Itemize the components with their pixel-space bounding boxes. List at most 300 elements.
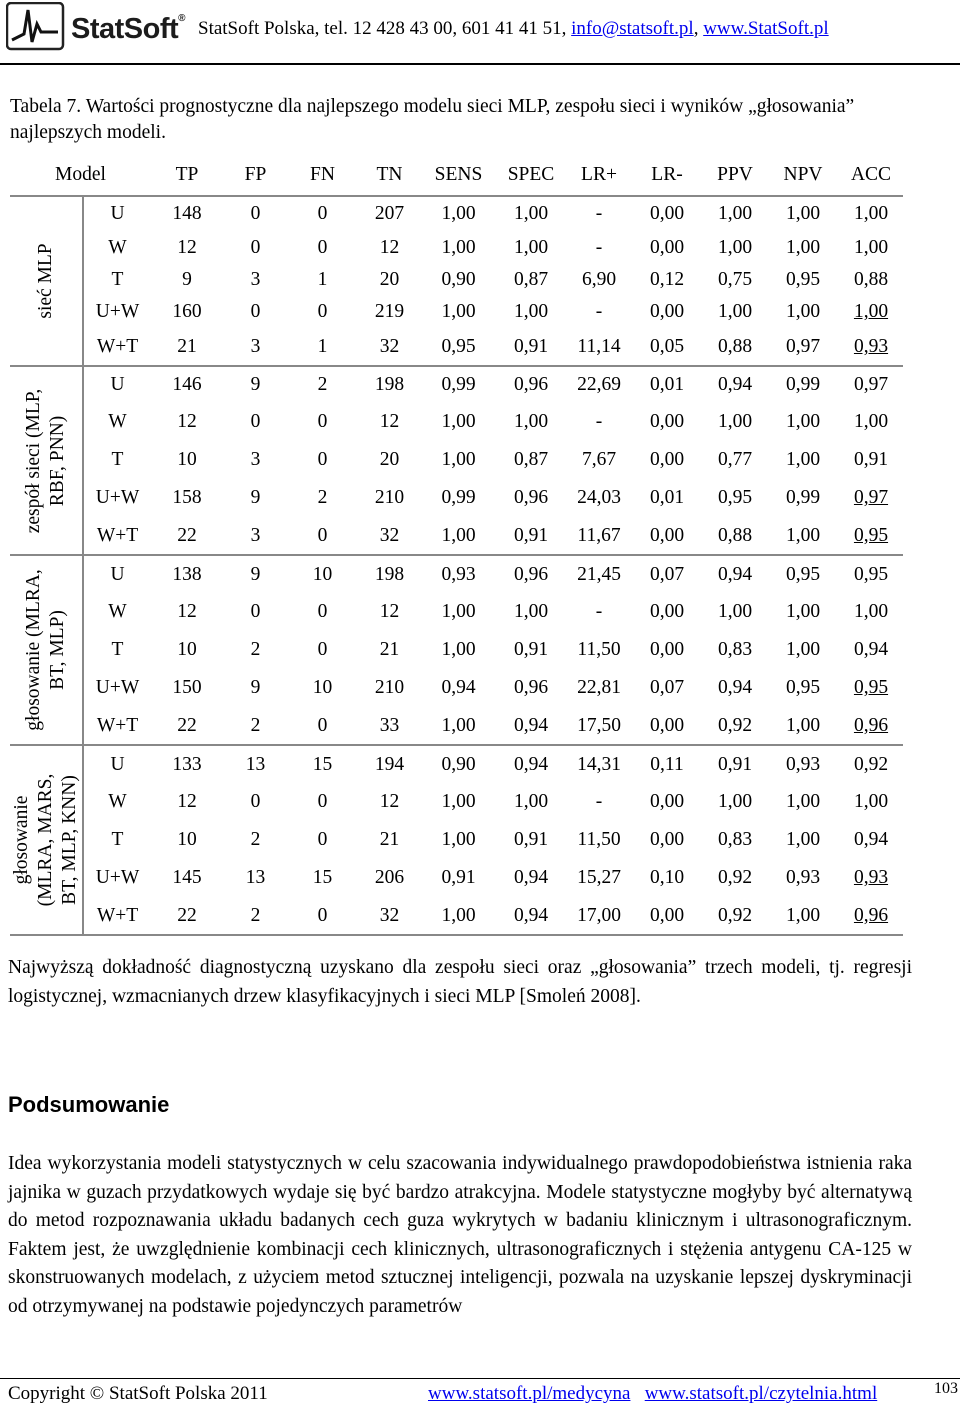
column-header: PPV xyxy=(703,155,767,196)
table-cell: 1 xyxy=(317,268,328,290)
table-cell: 1,00 xyxy=(767,897,839,935)
table-cell: 0,95 xyxy=(839,517,903,555)
table-cell: 1,00 xyxy=(785,601,821,622)
table-row xyxy=(10,295,903,329)
table-cell: 0,94 xyxy=(513,753,549,775)
table-row xyxy=(10,517,903,555)
group-label xyxy=(22,569,70,730)
header-divider xyxy=(0,63,960,65)
table-cell: 15 xyxy=(312,867,333,888)
table-cell: 1,00 xyxy=(785,829,821,850)
table-cell: 0 xyxy=(317,236,328,258)
table-cell: 0,00 xyxy=(649,601,685,622)
table-cell: 198 xyxy=(374,563,405,585)
table-cell: 1,00 xyxy=(717,236,753,258)
table-cell: 0,00 xyxy=(649,829,685,850)
table-row xyxy=(10,366,903,402)
table-cell: 12 xyxy=(177,791,197,812)
column-header: LR+ xyxy=(567,155,631,196)
table-cell: 1,00 xyxy=(513,236,549,258)
table-cell: 160 xyxy=(172,301,202,322)
table-cell: 0,91 xyxy=(853,449,889,470)
table-cell: 1,00 xyxy=(441,601,476,622)
table-cell: 0,95 xyxy=(853,563,889,585)
statsoft-logo xyxy=(6,2,186,54)
page-header xyxy=(0,0,960,66)
table-cell: 1,00 xyxy=(785,301,821,322)
table-cell: 0,00 xyxy=(631,707,703,745)
table-cell: 1,00 xyxy=(441,829,476,850)
table-cell: 2 xyxy=(223,897,288,935)
table-cell: 0 xyxy=(250,203,261,224)
row-model-cell: W xyxy=(108,791,127,812)
table-cell: 9 xyxy=(250,487,261,508)
table-cell: 0,99 xyxy=(785,373,821,395)
table-cell: 0,00 xyxy=(649,791,685,812)
footer-link-czytelnia[interactable]: www.statsoft.pl/czytelnia.html xyxy=(644,1383,878,1404)
table-cell: 11,67 xyxy=(567,517,631,555)
table-cell: 12 xyxy=(379,791,400,812)
table-cell: 210 xyxy=(374,677,405,698)
table-cell: 10 xyxy=(312,677,333,698)
table-cell: 1 xyxy=(288,329,357,366)
table-cell: 1,00 xyxy=(785,449,821,470)
row-model-cell: W xyxy=(108,236,127,258)
header-email-link[interactable]: info@statsoft.pl xyxy=(571,18,694,39)
table-cell: 0,91 xyxy=(441,867,476,888)
table-cell: 0,91 xyxy=(513,829,549,850)
table-cell: 1,00 xyxy=(422,707,495,745)
table-cell: 1,00 xyxy=(785,203,821,224)
table-cell: 0,97 xyxy=(767,329,839,366)
column-header: Model xyxy=(10,155,151,196)
table-cell: 21 xyxy=(151,329,223,366)
group-label-line: głosowanie (MLRA, xyxy=(23,569,44,731)
table-cell: 0,96 xyxy=(513,677,549,698)
column-header: FP xyxy=(223,155,288,196)
table-cell: 0,00 xyxy=(649,639,685,660)
table-cell: - xyxy=(595,791,603,812)
table-cell: 1,00 xyxy=(441,639,476,660)
table-cell: 0,95 xyxy=(785,563,821,585)
row-model-cell: U+W xyxy=(95,677,140,698)
table-cell: 9 xyxy=(182,268,192,290)
group-label-cell xyxy=(10,196,83,366)
table-cell: 0 xyxy=(250,410,261,432)
group-label-cell xyxy=(10,745,83,935)
table-cell: 0,75 xyxy=(717,268,753,290)
table-cell: 0,88 xyxy=(703,329,767,366)
table-cell: 0,00 xyxy=(649,203,685,224)
table-cell: 138 xyxy=(172,563,202,585)
table-cell: 0,94 xyxy=(495,897,567,935)
table-cell: 148 xyxy=(172,203,202,224)
table-cell: 1,00 xyxy=(717,301,753,322)
table-cell: 0,95 xyxy=(717,487,753,508)
table-cell: 0 xyxy=(288,707,357,745)
table-cell: 15 xyxy=(312,753,333,775)
table-cell: 0,93 xyxy=(785,753,821,775)
column-header: LR- xyxy=(631,155,703,196)
table-cell: 1,00 xyxy=(853,301,889,322)
table-cell: 1,00 xyxy=(441,236,476,258)
table-row xyxy=(10,821,903,859)
table-cell: 158 xyxy=(172,487,202,508)
table-cell: 0,99 xyxy=(441,487,476,508)
table-cell: 145 xyxy=(172,867,202,888)
table-cell: 1,00 xyxy=(785,410,821,432)
group-label-cell xyxy=(10,555,83,745)
table-cell: 1,00 xyxy=(441,203,476,224)
table-cell: 0,07 xyxy=(649,563,685,585)
table-cell: 22 xyxy=(151,707,223,745)
row-model-cell: U xyxy=(110,203,125,224)
table-cell: 0,00 xyxy=(649,449,685,470)
paragraph-accuracy: Najwyższą dokładność diagnostyczną uzyskano dla zespołu sieci oraz „głosowania” trzech modeli, tj. regresji logistycznej, wzmacnianych drzew klasyfikacyjnych i sieci MLP [Smoleń 2008]. xyxy=(8,957,912,1007)
table-cell: 9 xyxy=(250,677,261,698)
table-cell: 1,00 xyxy=(717,601,753,622)
table-cell: 13 xyxy=(245,753,266,775)
column-header: ACC xyxy=(839,155,903,196)
table-cell: 3 xyxy=(223,517,288,555)
table-cell: 0,94 xyxy=(441,677,476,698)
table-cell: 0,87 xyxy=(513,268,549,290)
table-cell: 0,90 xyxy=(441,753,476,775)
table-cell: 0,94 xyxy=(853,829,889,850)
table-cell: 0 xyxy=(317,203,328,224)
footer-divider xyxy=(0,1378,960,1379)
table-row xyxy=(10,231,903,264)
table-cell: 0,01 xyxy=(649,373,685,395)
table-header-row xyxy=(10,155,903,196)
table-cell: 1,00 xyxy=(853,601,889,622)
table-cell: 3 xyxy=(250,449,261,470)
table-cell: 0,05 xyxy=(631,329,703,366)
table-cell: 0,96 xyxy=(513,487,549,508)
table-cell: 1,00 xyxy=(513,301,549,322)
table-caption: Tabela 7. Wartości prognostyczne dla najlepszego modelu sieci MLP, zespołu sieci i wyników „głosowania” najlepszych modeli. xyxy=(10,96,855,143)
table-cell: 206 xyxy=(374,867,405,888)
table-row xyxy=(10,329,903,366)
table-row xyxy=(10,264,903,295)
row-model-cell: W xyxy=(108,410,127,432)
table-row xyxy=(10,897,903,935)
table-cell: 0,11 xyxy=(650,753,684,775)
table-row xyxy=(10,707,903,745)
table-cell: 0,07 xyxy=(649,677,685,698)
table-cell: 210 xyxy=(374,487,405,508)
table-cell: 12 xyxy=(177,601,197,622)
table-cell: 0 xyxy=(250,601,261,622)
row-model-cell: U+W xyxy=(95,487,140,508)
table-row xyxy=(10,196,903,231)
table-cell: 207 xyxy=(374,203,405,224)
table-cell: 0 xyxy=(317,829,328,850)
header-separator: , xyxy=(693,18,704,39)
table-cell: 0,90 xyxy=(441,268,476,290)
group-label xyxy=(22,388,70,533)
table-cell: 0,99 xyxy=(785,487,821,508)
column-header: SENS xyxy=(422,155,495,196)
table-cell: 219 xyxy=(374,301,405,322)
row-model-cell: U xyxy=(110,753,125,775)
table-cell: 1,00 xyxy=(853,236,889,258)
table-cell: 12 xyxy=(177,236,197,258)
table-cell: 22 xyxy=(151,517,223,555)
table-cell: 10 xyxy=(177,639,197,660)
table-cell: 2 xyxy=(250,829,261,850)
table-cell: 0,94 xyxy=(853,639,889,660)
table-cell: 0,97 xyxy=(853,487,889,508)
table-cell: 0,96 xyxy=(839,897,903,935)
table-cell: 0,93 xyxy=(853,867,889,888)
group-label-line: sieć MLP xyxy=(35,243,56,319)
row-model-cell: U xyxy=(110,373,125,395)
table-cell: 15,27 xyxy=(577,867,621,888)
table-cell: 10 xyxy=(177,449,197,470)
table-cell: 0,95 xyxy=(853,677,889,698)
table-cell: 0 xyxy=(250,236,261,258)
table-cell: 0,91 xyxy=(717,753,753,775)
table-cell: 9 xyxy=(250,563,261,585)
table-cell: 11,50 xyxy=(577,829,621,850)
group-label-line: (MLRA, MARS, xyxy=(35,773,56,907)
table-cell: 1,00 xyxy=(513,410,549,432)
table-cell: 32 xyxy=(357,329,422,366)
table-cell: 0,96 xyxy=(513,563,549,585)
table-cell: 0,93 xyxy=(839,329,903,366)
table-cell: 1,00 xyxy=(785,236,821,258)
table-cell: 0,01 xyxy=(649,487,685,508)
table-cell: 0,88 xyxy=(703,517,767,555)
table-cell: 1,00 xyxy=(441,449,476,470)
table-cell: 0,92 xyxy=(717,867,753,888)
table-cell: 0,83 xyxy=(717,829,753,850)
table-cell: 21 xyxy=(379,829,400,850)
table-cell: 0 xyxy=(317,449,328,470)
row-model-cell: W+T xyxy=(83,707,151,745)
table-row xyxy=(10,783,903,821)
table-row xyxy=(10,669,903,707)
table-cell: 0 xyxy=(317,791,328,812)
table-cell: 146 xyxy=(172,373,202,395)
table-cell: 12 xyxy=(177,410,197,432)
table-cell: 0,94 xyxy=(717,373,753,395)
table-cell: 22,69 xyxy=(577,373,621,395)
table-cell: 6,90 xyxy=(581,268,617,290)
table-cell: 1,00 xyxy=(513,203,549,224)
table-cell: - xyxy=(595,203,603,224)
table-row xyxy=(10,593,903,631)
table-cell: 0,94 xyxy=(717,563,753,585)
table-cell: 198 xyxy=(374,373,405,395)
table-cell: 0 xyxy=(250,301,261,322)
group-label xyxy=(10,774,82,907)
table-cell: 0,00 xyxy=(649,301,685,322)
table-cell: 1,00 xyxy=(422,517,495,555)
table-cell: 0,77 xyxy=(717,449,753,470)
row-model-cell: T xyxy=(111,449,124,470)
table-cell: 1,00 xyxy=(853,203,889,224)
table-cell: 13 xyxy=(245,867,266,888)
table-cell: 1,00 xyxy=(785,791,821,812)
group-label-line: RBF, PNN) xyxy=(47,415,68,506)
column-header: TP xyxy=(151,155,223,196)
group-label-line: BT, MLP) xyxy=(47,610,68,690)
table-cell: 0 xyxy=(288,897,357,935)
table-cell: 0,00 xyxy=(631,517,703,555)
table-cell: 0,99 xyxy=(441,373,476,395)
table-cell: 0 xyxy=(250,791,261,812)
table-cell: 33 xyxy=(357,707,422,745)
table-cell: - xyxy=(595,410,603,432)
table-cell: 150 xyxy=(172,677,202,698)
table-cell: 0,00 xyxy=(649,410,685,432)
table-cell: 2 xyxy=(223,707,288,745)
column-header: SPEC xyxy=(495,155,567,196)
table-cell: 1,00 xyxy=(441,301,476,322)
table-cell: 9 xyxy=(250,373,261,395)
header-contact xyxy=(198,18,829,40)
table-cell: 10 xyxy=(177,829,197,850)
column-header: NPV xyxy=(767,155,839,196)
table-cell: 0,95 xyxy=(785,677,821,698)
row-model-cell: W+T xyxy=(83,329,151,366)
table-cell: 0,91 xyxy=(495,517,567,555)
table-cell: 0,96 xyxy=(513,373,549,395)
table-cell: 1,00 xyxy=(767,707,839,745)
table-cell: 0,95 xyxy=(422,329,495,366)
row-model-cell: U+W xyxy=(95,301,140,322)
table-cell: 1,00 xyxy=(441,791,476,812)
table-row xyxy=(10,402,903,441)
row-model-cell: T xyxy=(111,639,124,660)
page-number: 103 xyxy=(934,1380,958,1397)
table-row xyxy=(10,479,903,517)
row-model-cell: T xyxy=(111,268,124,290)
table-cell: 0,93 xyxy=(785,867,821,888)
table-cell: 0,83 xyxy=(717,639,753,660)
table-cell: - xyxy=(595,601,603,622)
table-cell: 22 xyxy=(151,897,223,935)
table-cell: 2 xyxy=(250,639,261,660)
table-cell: 133 xyxy=(172,753,202,775)
table-cell: 1,00 xyxy=(785,639,821,660)
table-cell: 1,00 xyxy=(717,791,753,812)
table-cell: 24,03 xyxy=(577,487,621,508)
table-cell: 1,00 xyxy=(853,791,889,812)
table-cell: 7,67 xyxy=(581,449,617,470)
table-cell: 0,94 xyxy=(717,677,753,698)
table-cell: 0,92 xyxy=(853,753,889,775)
logo-text: StatSoft xyxy=(71,13,179,45)
table-cell: 1,00 xyxy=(717,203,753,224)
table-cell: 0,91 xyxy=(495,329,567,366)
table-cell: 0,12 xyxy=(649,268,685,290)
table-row xyxy=(10,555,903,593)
table-cell: 1,00 xyxy=(513,791,549,812)
logo-graph-icon xyxy=(6,2,66,52)
table-row xyxy=(10,441,903,479)
table-cell: 0,00 xyxy=(631,897,703,935)
footer-copyright: Copyright © StatSoft Polska 2011 xyxy=(8,1383,268,1404)
row-model-cell: T xyxy=(111,829,124,850)
table-cell: 20 xyxy=(379,268,400,290)
table-cell: 1,00 xyxy=(441,410,476,432)
table-cell: 20 xyxy=(379,449,400,470)
table-cell: 0,92 xyxy=(703,707,767,745)
group-label xyxy=(34,243,58,318)
table-cell: 2 xyxy=(317,487,328,508)
table-cell: 2 xyxy=(317,373,328,395)
group-label-cell xyxy=(10,366,83,555)
table-cell: 194 xyxy=(374,753,405,775)
header-contact-text: StatSoft Polska, tel. 12 428 43 00, 601 41 41 51, xyxy=(198,18,572,39)
table-cell: 0,10 xyxy=(649,867,685,888)
paragraph-summary: Idea wykorzystania modeli statystycznych w celu szacowania indywidualnego prawdopodobieństwa istnienia raka jajnika w guzach przydatkowych wydaje się być bardzo atrakcyjna. Modele statystyczne mogłyby być alternatywą do metod rozpoznawania układu badanych cech guza wykrytych w badaniu klinicznym i ultrasonograficznym. Faktem jest, że uwzględnienie kombinacji cech klinicznych, ultrasonograficznych i stężenia antygenu CA-125 w skonstruowanych modelach, z użyciem metod sztucznej inteligencji, pozwala na uzyskanie lepszej dyskryminacji od otrzymywanej na podstawie pojedynczych parametrów xyxy=(8,1153,912,1317)
table-cell: 12 xyxy=(379,236,400,258)
table-cell: 17,00 xyxy=(567,897,631,935)
table-cell: 11,50 xyxy=(577,639,621,660)
footer-link-medycyna[interactable]: www.statsoft.pl/medycyna xyxy=(428,1383,631,1404)
table-cell: 1,00 xyxy=(422,897,495,935)
table-cell: 32 xyxy=(357,517,422,555)
table-cell: 0,92 xyxy=(703,897,767,935)
table-cell: 1,00 xyxy=(717,410,753,432)
table-cell: 0,93 xyxy=(441,563,476,585)
table-cell: 1,00 xyxy=(513,601,549,622)
table-cell: 0,96 xyxy=(839,707,903,745)
table-cell: 0,91 xyxy=(513,639,549,660)
group-label-line: głosowanie xyxy=(11,795,32,885)
table-cell: 14,31 xyxy=(577,753,621,775)
column-header: FN xyxy=(288,155,357,196)
table-cell: 0,87 xyxy=(513,449,549,470)
group-label-line: BT, MLP, KNN) xyxy=(59,775,80,905)
table-cell: 0 xyxy=(317,639,328,660)
table-cell: 21 xyxy=(379,639,400,660)
table-cell: - xyxy=(595,301,603,322)
logo-registered-mark: ® xyxy=(178,13,186,24)
table-cell: 0 xyxy=(317,301,328,322)
table-cell: 1,00 xyxy=(767,517,839,555)
table-cell: 0 xyxy=(317,601,328,622)
table-row xyxy=(10,745,903,783)
table-cell: 32 xyxy=(357,897,422,935)
table-cell: 21,45 xyxy=(577,563,621,585)
header-website-link[interactable]: www.StatSoft.pl xyxy=(703,18,829,39)
table-cell: 11,14 xyxy=(567,329,631,366)
table-cell: - xyxy=(595,236,603,258)
row-model-cell: W+T xyxy=(83,517,151,555)
table-cell: 17,50 xyxy=(567,707,631,745)
table-cell: 0,94 xyxy=(495,707,567,745)
section-title: Podsumowanie xyxy=(8,1092,170,1117)
table-cell: 0 xyxy=(317,410,328,432)
page-footer xyxy=(8,1380,960,1405)
table-cell: 22,81 xyxy=(577,677,621,698)
row-model-cell: U xyxy=(110,563,125,585)
table-cell: 3 xyxy=(250,268,261,290)
row-model-cell: W xyxy=(108,601,127,622)
table-cell: 0 xyxy=(288,517,357,555)
group-label-line: zespół sieci (MLP, xyxy=(23,388,44,533)
table-cell: 0,94 xyxy=(513,867,549,888)
table-cell: 0,97 xyxy=(853,373,889,395)
table-row xyxy=(10,631,903,669)
table-row xyxy=(10,859,903,897)
row-model-cell: U+W xyxy=(95,867,140,888)
